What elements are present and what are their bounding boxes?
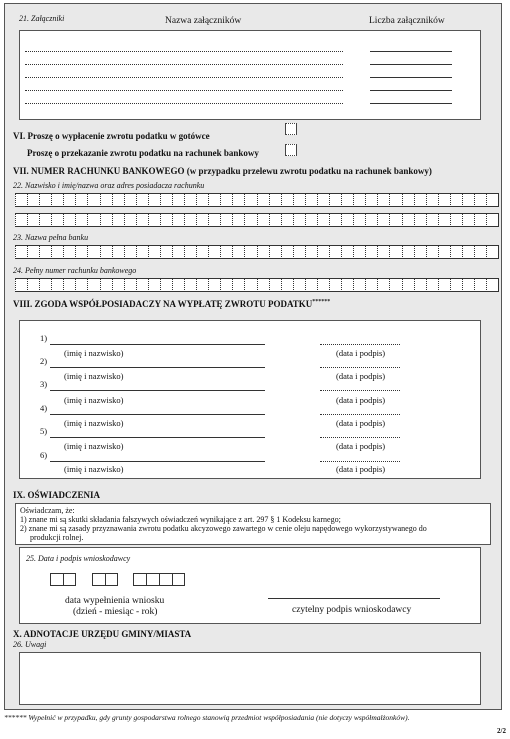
attachment-count-line[interactable] — [370, 77, 452, 78]
co-owner-number: 6) — [40, 450, 48, 460]
bank-name-label: 23. Nazwa pełna banku — [13, 233, 89, 242]
date-caption: (data i podpis) — [336, 441, 386, 451]
bank-account-section-title: VII. NUMER RACHUNKU BANKOWEGO (w przypadku przelewu zwrotu podatku na rachunek bankowy) — [13, 166, 432, 176]
attachment-count-header: Liczba załączników — [369, 16, 445, 26]
account-number-row[interactable] — [15, 278, 499, 292]
attachment-name-line[interactable] — [25, 51, 343, 52]
attachment-name-line[interactable] — [25, 77, 343, 78]
page-number: 2/2 — [497, 727, 506, 735]
name-caption: (imię i nazwisko) — [64, 418, 124, 428]
co-owner-name-line[interactable] — [50, 461, 265, 462]
date-caption: (data i podpis) — [336, 348, 386, 358]
co-owner-signature-line[interactable] — [320, 367, 400, 368]
name-caption: (imię i nazwisko) — [64, 348, 124, 358]
signature-line[interactable] — [268, 598, 440, 599]
co-owner-signature-line[interactable] — [320, 461, 400, 462]
name-caption: (imię i nazwisko) — [64, 395, 124, 405]
name-caption: (imię i nazwisko) — [64, 464, 124, 474]
remarks-box[interactable] — [19, 652, 481, 705]
account-holder-label: 22. Nazwisko i imię/nazwa oraz adres posiadacza rachunku — [13, 181, 205, 190]
signature-caption: czytelny podpis wnioskodawcy — [292, 605, 412, 615]
co-owner-number: 4) — [40, 403, 48, 413]
cash-refund-label: VI. Proszę o wypłacenie zwrotu podatku w gotówce — [13, 131, 210, 141]
date-year-boxes[interactable] — [133, 573, 185, 586]
attachment-count-line[interactable] — [370, 51, 452, 52]
date-caption: (data i podpis) — [336, 464, 386, 474]
footnote: ****** Wypełnić w przypadku, gdy grunty gospodarstwa rolnego stanowią przedmiot współposiadania (nie dotyczy współmałżonków). — [4, 713, 410, 722]
attachment-names-header: Nazwa załączników — [165, 16, 242, 26]
declaration-item-2-cont: produkcji rolnej. — [30, 533, 84, 542]
attachments-label: 21. Załączniki — [19, 14, 65, 23]
attachment-name-line[interactable] — [25, 103, 343, 104]
co-owner-number: 2) — [40, 356, 48, 366]
co-owner-signature-line[interactable] — [320, 437, 400, 438]
date-caption: (data i podpis) — [336, 418, 386, 428]
co-owner-name-line[interactable] — [50, 367, 265, 368]
co-owner-number: 5) — [40, 426, 48, 436]
attachment-name-line[interactable] — [25, 90, 343, 91]
account-holder-row-1[interactable] — [15, 193, 499, 207]
date-month-boxes[interactable] — [92, 573, 118, 586]
bank-transfer-label: Proszę o przekazanie zwrotu podatku na rachunek bankowy — [27, 148, 259, 158]
co-owner-number: 3) — [40, 379, 48, 389]
account-holder-row-2[interactable] — [15, 213, 499, 227]
co-owner-signature-line[interactable] — [320, 344, 400, 345]
co-owner-name-line[interactable] — [50, 414, 265, 415]
attachment-count-line[interactable] — [370, 64, 452, 65]
name-caption: (imię i nazwisko) — [64, 441, 124, 451]
attachment-count-line[interactable] — [370, 103, 452, 104]
cash-refund-checkbox[interactable] — [285, 123, 297, 135]
form-page — [4, 3, 502, 710]
declarations-box — [15, 503, 491, 545]
co-owner-name-line[interactable] — [50, 437, 265, 438]
bank-transfer-checkbox[interactable] — [285, 144, 297, 156]
account-number-label: 24. Pełny numer rachunku bankowego — [13, 266, 137, 275]
applicant-signature-box — [19, 547, 481, 624]
date-format-label: (dzień - miesiąc - rok) — [73, 607, 158, 617]
declarations-title: IX. OŚWIADCZENIA — [13, 490, 101, 500]
attachments-box — [19, 30, 481, 120]
date-caption: (data i podpis) — [336, 395, 386, 405]
bank-name-row[interactable] — [15, 245, 499, 259]
co-owner-signature-line[interactable] — [320, 390, 400, 391]
office-annotations-title: X. ADNOTACJE URZĘDU GMINY/MIASTA — [13, 629, 192, 639]
declaration-item-2: 2) znane mi są zasady przyznawania zwrotu podatku akcyzowego zawartego w cenie oleju napędowego wykorzystywanego do — [20, 524, 427, 533]
declaration-intro: Oświadczam, że: — [20, 506, 75, 515]
co-owners-consent-title — [13, 299, 330, 309]
co-owners-consent-title-text: VIII. ZGODA WSPÓŁPOSIADACZY NA WYPŁATĘ ZWROTU PODATKU — [13, 299, 313, 309]
fill-date-label: data wypełnienia wniosku — [65, 596, 165, 606]
date-day-boxes[interactable] — [50, 573, 76, 586]
co-owner-name-line[interactable] — [50, 390, 265, 391]
co-owner-signature-line[interactable] — [320, 414, 400, 415]
date-caption: (data i podpis) — [336, 371, 386, 381]
declaration-item-1: 1) znane mi są skutki składania fałszywych oświadczeń wynikające z art. 297 § 1 Kodeksu karnego; — [20, 515, 341, 524]
applicant-date-signature-label: 25. Data i podpis wnioskodawcy — [26, 554, 131, 563]
co-owner-number: 1) — [40, 333, 48, 343]
attachment-name-line[interactable] — [25, 64, 343, 65]
co-owner-name-line[interactable] — [50, 344, 265, 345]
co-owners-box — [19, 320, 481, 479]
name-caption: (imię i nazwisko) — [64, 371, 124, 381]
footnote-marker: ****** — [312, 299, 331, 305]
remarks-label: 26. Uwagi — [13, 640, 47, 649]
attachment-count-line[interactable] — [370, 90, 452, 91]
